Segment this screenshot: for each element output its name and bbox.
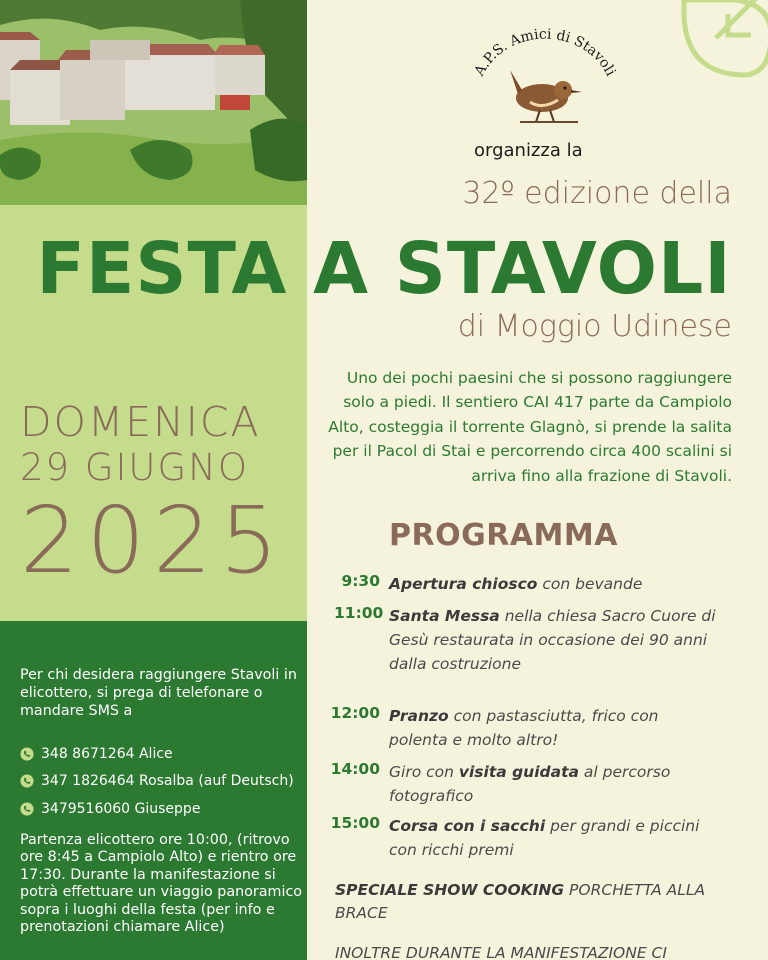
- program-item: [330, 760, 750, 814]
- helicopter-departure: Partenza elicottero ore 10:00, (ritrovo ore 8:45 a Campiolo Alto) e rientro ore 17:30. Durante la manifestazione si potrà effettuare un viaggio panoramico sopra i luoghi della festa (per info e prenotazioni chiamare Alice): [20, 832, 303, 936]
- program-time: 9:30: [341, 572, 380, 590]
- program-item: [330, 572, 750, 604]
- phone-number: 3479516060 Giuseppe: [41, 800, 201, 817]
- page-subtitle: di Moggio Udinese: [457, 309, 732, 344]
- program-time: 11:00: [334, 604, 384, 622]
- program-time: 15:00: [330, 814, 380, 832]
- program-time: 14:00: [330, 760, 380, 778]
- program-item: [330, 604, 750, 704]
- program-item: [330, 814, 750, 870]
- program-description: Apertura chiosco con bevande: [389, 575, 643, 593]
- program-description: Giro con visita guidata al percorso fotografico: [389, 763, 671, 805]
- phone-number: 347 1826464 Rosalba (auf Deutsch): [41, 773, 294, 790]
- village-photo: [0, 0, 307, 205]
- phone-list: [20, 740, 305, 823]
- program-description: Santa Messa nella chiesa Sacro Cuore di Gesù restaurata in occasione dei 90 anni dalla costruzione: [389, 607, 716, 673]
- page-title: FESTA A STAVOLI: [36, 227, 732, 310]
- event-year: 2025: [20, 487, 287, 594]
- edition-text: 32º edizione della: [462, 176, 732, 211]
- helicopter-intro: Per chi desidera raggiungere Stavoli in elicottero, si prega di telefonare o mandare SMS a: [20, 667, 297, 719]
- phone-item[interactable]: [20, 768, 305, 796]
- inoltre-text: INOLTRE DURANTE LA MANIFESTAZIONE CI: [335, 944, 667, 960]
- leaf-icon: [676, 0, 768, 85]
- phone-number: 348 8671264 Alice: [41, 745, 173, 762]
- program-description: Pranzo con pastasciutta, frico con polenta e molto altro!: [389, 707, 659, 749]
- intro-paragraph: Uno dei pochi paesini che si possono raggiungere solo a piedi. Il sentiero CAI 417 parte da Campiolo Alto, costeggia il torrente Glagnò, si prende la salita per il Pacol di Stai e percorrendo circa 400 scalini si arriva fino alla frazione di Stavoli.: [328, 369, 732, 485]
- association-logo: [460, 18, 630, 136]
- program-description: Corsa con i sacchi per grandi e piccini con ricchi premi: [389, 817, 700, 859]
- program-time: 12:00: [330, 704, 380, 722]
- program-list: [330, 572, 750, 870]
- phone-item[interactable]: [20, 795, 305, 823]
- phone-icon: [20, 802, 34, 816]
- program-title: PROGRAMMA: [389, 518, 618, 553]
- event-day: DOMENICA: [20, 398, 261, 446]
- phone-item[interactable]: [20, 740, 305, 768]
- special-show-cooking: SPECIALE SHOW COOKING PORCHETTA ALLA BRACE: [335, 881, 706, 922]
- phone-icon: [20, 747, 34, 761]
- program-item: [330, 704, 750, 760]
- organizza-text: organizza la: [474, 140, 583, 161]
- phone-icon: [20, 774, 34, 788]
- association-name: A.P.S. Amici di Stavoli: [471, 26, 619, 79]
- event-day-month: 29 GIUGNO: [20, 446, 249, 489]
- event-date: [20, 398, 287, 594]
- wren-bird-icon: [510, 70, 582, 122]
